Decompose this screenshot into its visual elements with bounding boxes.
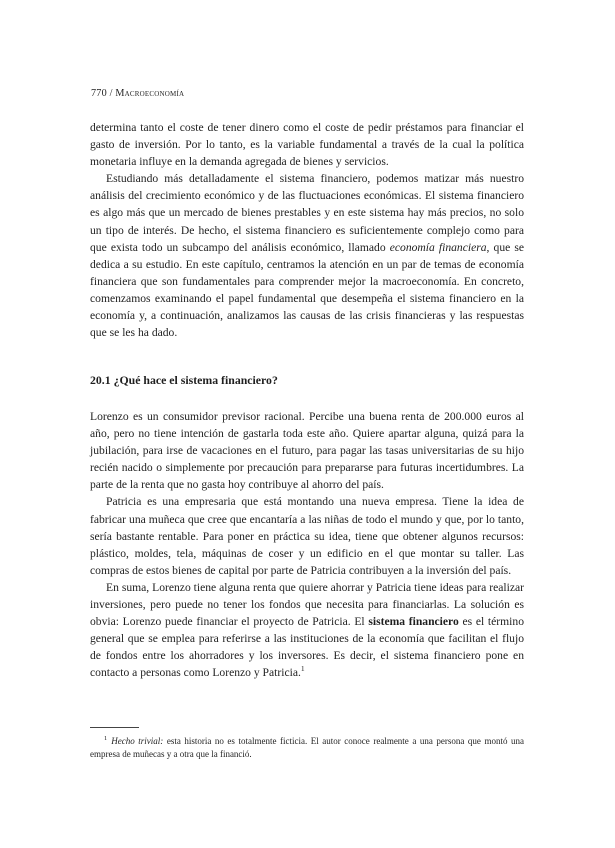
header-separator: / xyxy=(106,88,116,99)
term-economia-financiera: economía financiera xyxy=(389,240,487,254)
section-paragraph-1: Lorenzo es un consumidor previsor racional. Percibe una buena renta de 200.000 euros al año, pero no tiene intención de gastarla toda este año. Quiere apartar alguna, quizá para la jubilación, para irse de vacaciones en el futuro, para pagar las tasas universitarias de su hijo recién nacido o simplemente por precaución para prepararse para futuras incertidumbres. La parte de la renta que no gasta hoy contribuye al ahorro del país. xyxy=(90,410,524,492)
footnote-reference[interactable]: 1 xyxy=(300,664,305,674)
section-paragraph-3: En suma, Lorenzo tiene alguna renta que quiere ahorrar y Patricia tiene ideas para realizar inversiones, pero puede no tener los fondos que necesita para financiarlas. La solución es obvia: Lorenzo puede financiar el proyecto de Patricia. El sistema financiero es el término general que se emplea para referirse a las instituciones de la economía que facilitan el flujo de fondos entre los ahorradores y los inversores. Es decir, el sistema financiero pone en contacto a personas como Lorenzo y Patricia.$^1$ xyxy=(90,580,524,680)
section-text xyxy=(90,408,524,682)
footnote-divider xyxy=(90,727,139,728)
footnote-text: esta historia no es totalmente ficticia. El autor conoce realmente a una persona que montó una empresa de muñecas y a otra que la financió. xyxy=(90,736,524,760)
term-sistema-financiero: sistema financiero xyxy=(368,615,459,629)
footnote-mark: 1 xyxy=(104,735,108,742)
page-number: 770 xyxy=(91,88,107,99)
intro-paragraph-1: determina tanto el coste de tener dinero como el coste de pedir préstamos para financiar el gasto de inversión. Por lo tanto, es la variable fundamental a través de la cual la política monetaria influye en la demanda agregada de bienes y servicios. xyxy=(90,121,524,169)
running-title: Macroeconomía xyxy=(115,88,185,99)
intro-paragraph-2: Estudiando más detalladamente el sistema financiero, podemos matizar más nuestro análisis del crecimiento económico y de las fluctuaciones económicas. El sistema financiero es algo más que un mercado de bienes prestables y en este sistema hay más precios, no solo un tipo de interés. De hecho, el sistema financiero es suficientemente complejo como para que exista todo un subcampo del análisis económico, llamado economía financiera, que se dedica a su estudio. En este capítulo, centramos la atención en un par de temas de economía financiera que son fundamentales para comprender mejor la macroeconomía. En concreto, comenzamos examinando el papel fundamental que desempeña el sistema financiero en la economía y, a continuación, analizamos las causas de las crisis financieras y las respuestas que se les ha dado. xyxy=(90,172,524,340)
section-paragraph-2: Patricia es una empresaria que está montando una nueva empresa. Tiene la idea de fabricar una muñeca que cree que encantaría a las niñas de todo el mundo y que, por lo tanto, sería bastante rentable. Para poner en práctica su idea, tiene que obtener algunos recursos: plástico, moldes, tela, máquinas de coser y un edificio en el que montar su taller. Las compras de estos bienes de capital por parte de Patricia contribuyen a la inversión del país. xyxy=(90,495,524,577)
section-heading: 20.1 ¿Qué hace el sistema financiero? xyxy=(90,373,278,387)
footnote xyxy=(90,735,524,761)
footnote-label: Hecho trivial: xyxy=(111,736,164,746)
running-header xyxy=(91,88,184,99)
intro-text xyxy=(90,119,524,341)
